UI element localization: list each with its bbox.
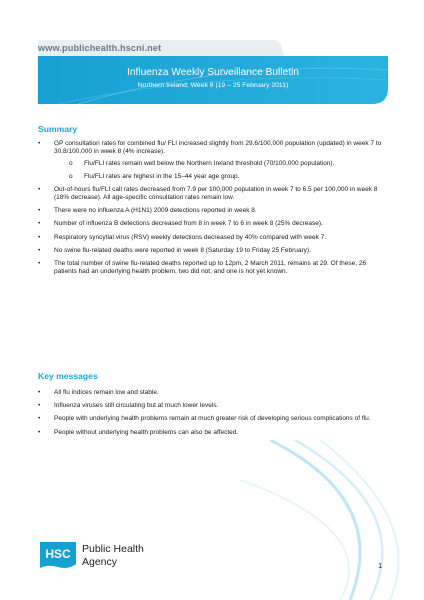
summary-list [38, 140, 382, 281]
list-item-text: Number of influenza B detections decreased from 8 in week 7 to 6 in week 8 (25% decrease). [54, 220, 323, 228]
list-item-text: GP consultation rates for combined flu/ FLI increased slightly from 29.6/100,000 population (updated) in week 7 to 30.8/100,000 in week 8 (4% increase). [54, 140, 382, 156]
bullet-icon: • [38, 260, 41, 268]
bullet-icon: • [38, 402, 41, 410]
list-item-text: No swine flu-related deaths were reported in week 8 (Saturday 19 to Friday 25 February). [54, 246, 311, 254]
list-item [38, 186, 382, 202]
header-url[interactable]: www.publichealth.hscni.net [38, 43, 162, 53]
sub-list-item-text: Flu/FLI rates are highest in the 15–44 year age group. [84, 172, 240, 180]
list-item-text: Out-of-hours flu/FLI call rates decreased from 7.9 per 100,000 population in week 7 to 6.5 per 100,000 in week 8 (18% decrease). All age-specific consultation rates remain low. [54, 185, 378, 202]
bullet-icon: • [38, 246, 41, 254]
bullet-icon: • [38, 185, 41, 193]
list-item [38, 247, 382, 255]
list-item [38, 389, 382, 397]
bulletin-subtitle: Northern Ireland, Week 8 (19 – 25 February 2011) [137, 82, 289, 89]
list-item-text: Influenza viruses still circulating but at much lower levels. [54, 402, 219, 410]
bullet-icon: • [38, 140, 41, 147]
bullet-icon: • [38, 428, 41, 436]
list-item-text: Respiratory syncytial virus (RSV) weekly detections decreased by 40% compared with week 7. [54, 233, 327, 241]
key-messages-list [38, 389, 382, 442]
bullet-icon: • [38, 220, 41, 228]
list-item [38, 260, 382, 276]
sub-list [54, 160, 382, 180]
organisation-name-line2: Agency [82, 555, 118, 568]
summary-heading: Summary [38, 124, 78, 134]
bullet-icon: • [38, 233, 41, 241]
organisation-name-line1: Public Health [82, 543, 144, 555]
sub-list-item [54, 173, 382, 181]
circle-bullet-icon: o [69, 160, 73, 168]
sub-list-item [54, 160, 382, 168]
list-item [38, 140, 382, 181]
list-item [38, 220, 382, 228]
circle-bullet-icon: o [69, 172, 73, 180]
page-number: 1 [378, 561, 383, 570]
list-item [38, 429, 382, 437]
organisation-name [82, 543, 172, 568]
bullet-icon: • [38, 389, 41, 396]
hsc-logo-icon [38, 540, 78, 570]
decorative-swoosh-graphic [240, 440, 424, 600]
bulletin-title: Influenza Weekly Surveillance Bulletin [127, 67, 299, 78]
list-item-text: People with underlying health problems remain at much greater risk of developing serious complications of flu. [54, 415, 371, 423]
hsc-logo-text: HSC [45, 547, 71, 561]
list-item-text: All flu indices remain low and stable. [54, 389, 159, 396]
list-item [38, 402, 382, 410]
list-item-text: People without underlying health problems can also be affected. [54, 428, 239, 436]
sub-list-item-text: Flu/FLI rates remain well below the Northern Ireland threshold (70/100,000 population). [84, 160, 335, 168]
bullet-icon: • [38, 207, 41, 215]
list-item [38, 234, 382, 242]
list-item-text: The total number of swine flu-related deaths reported up to 12pm, 2 March 2011, remains at 29. Of these, 26 patients had an underlying health problem, two did not, and one is not yet known. [54, 260, 367, 276]
list-item-text: There were no influenza A (H1N1) 2009 detections reported in week 8. [54, 207, 257, 215]
bullet-icon: • [38, 415, 41, 423]
list-item [38, 415, 382, 423]
key-messages-heading: Key messages [38, 371, 98, 381]
list-item [38, 207, 382, 215]
